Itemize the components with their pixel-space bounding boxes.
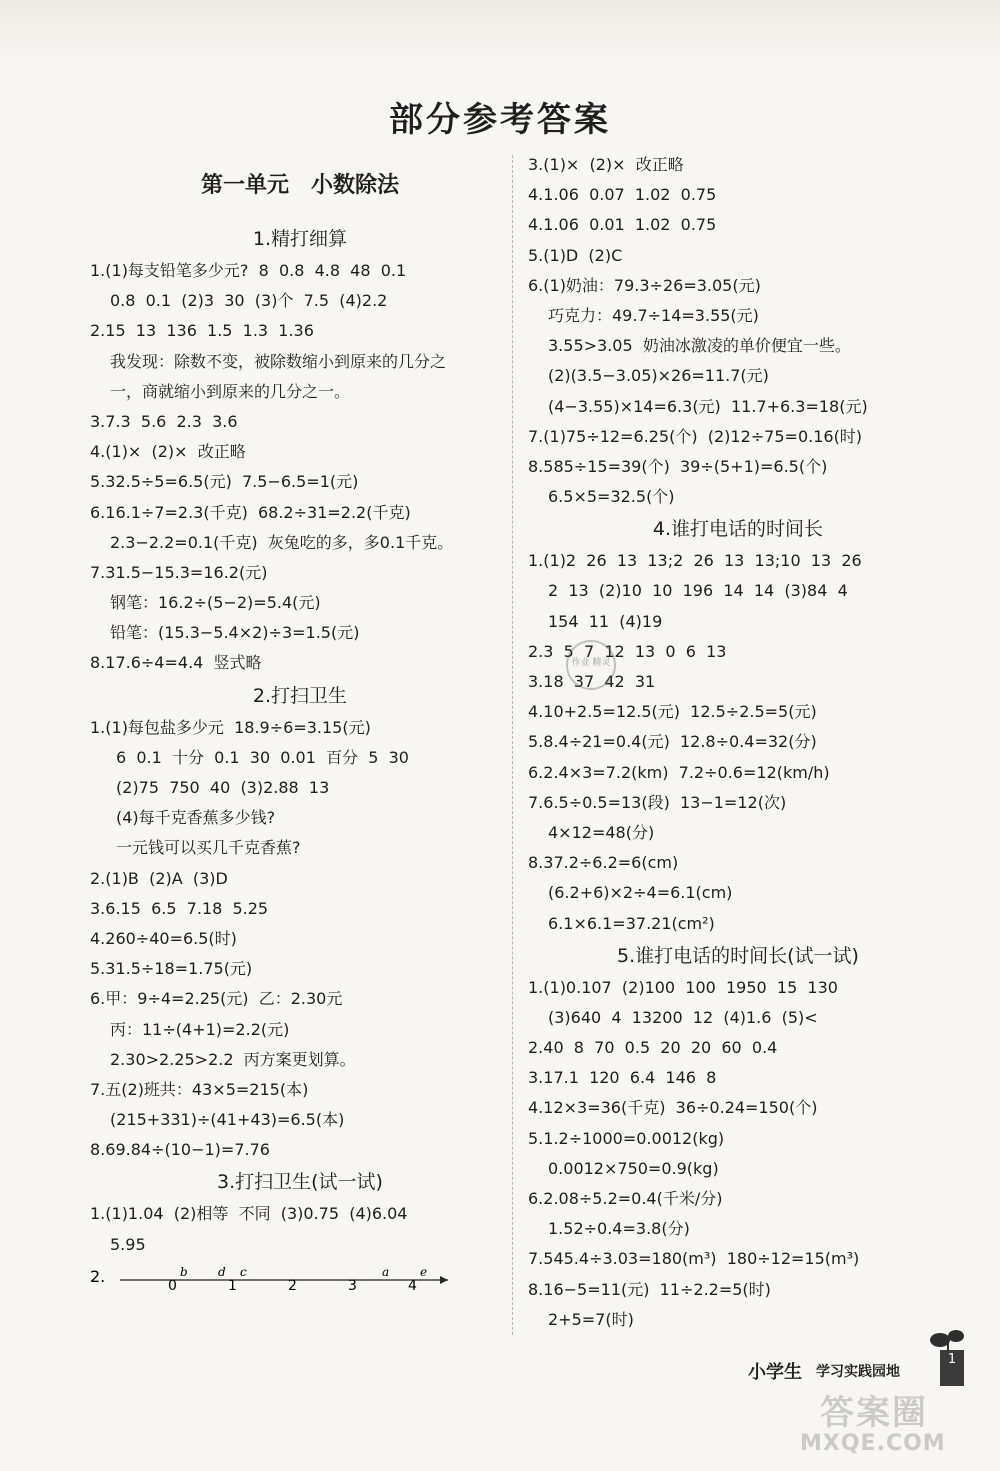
answer-line: 2.40 8 70 0.5 20 20 60 0.4 xyxy=(528,1038,778,1058)
answer-line: 4.10+2.5=12.5(元) 12.5÷2.5=5(元) xyxy=(528,702,817,722)
answer-line: 3.17.1 120 6.4 146 8 xyxy=(528,1068,717,1088)
page-number: 1 xyxy=(940,1350,964,1386)
answer-line: 一，商就缩小到原来的几分之一。 xyxy=(110,381,351,401)
left-sections xyxy=(90,222,510,1260)
answer-line: 6.甲：9÷4=2.25(元) 乙：2.30元 xyxy=(90,989,343,1009)
answer-line: 3.6.15 6.5 7.18 5.25 xyxy=(90,898,269,918)
answer-line: 6.2.4×3=7.2(km) 7.2÷0.6=12(km/h) xyxy=(528,762,830,782)
answer-line: 4.1.06 0.07 1.02 0.75 xyxy=(528,185,717,205)
watermark-line1: 答案圈 xyxy=(820,1393,928,1433)
answer-line: 5.1.2÷1000=0.0012(kg) xyxy=(528,1128,725,1148)
number-line-tick-label: 2 xyxy=(288,1277,297,1290)
answer-line: 0.8 0.1 (2)3 30 (3)个 7.5 (4)2.2 xyxy=(110,291,388,311)
answer-line: 5.(1)D (2)C xyxy=(528,245,623,265)
page-title: 部分参考答案 xyxy=(389,100,611,140)
answer-line: 3.(1)× (2)× 改正略 xyxy=(528,155,684,174)
answer-line: 5.95 xyxy=(110,1234,146,1254)
answer-line: 3.18 37 42 31 xyxy=(528,672,656,691)
answer-line: 0.0012×750=0.9(kg) xyxy=(548,1158,719,1178)
section-title: 1.精打细算 xyxy=(252,228,348,250)
footer-brand: 小学生 xyxy=(748,1362,802,1383)
answer-line: 钢笔：16.2÷(5−2)=5.4(元) xyxy=(110,593,321,613)
answer-line: 6.1×6.1=37.21(cm²) xyxy=(548,913,715,933)
number-line-point-label: d xyxy=(218,1264,226,1279)
answer-line: 7.(1)75÷12=6.25(个) (2)12÷75=0.16(时) xyxy=(528,426,863,446)
number-line-prefix: 2. xyxy=(90,1266,106,1286)
answer-line: 6 0.1 十分 0.1 30 0.01 百分 5 30 xyxy=(116,747,409,767)
answer-line: 8.17.6÷4=4.4 竖式略 xyxy=(90,653,262,673)
section-title: 3.打扫卫生(试一试) xyxy=(217,1171,383,1194)
number-line-tick-label: 3 xyxy=(348,1277,357,1290)
number-line-svg xyxy=(90,1260,450,1290)
arrow-right-icon xyxy=(440,1276,448,1284)
stamp-text: 作业 精灵 xyxy=(571,658,611,668)
answer-line: 2.3 5 7 12 13 0 6 13 xyxy=(528,641,727,661)
answer-line: 3.7.3 5.6 2.3 3.6 xyxy=(90,411,238,431)
answer-line: 1.(1)2 26 13 13;2 26 13 13;10 13 26 xyxy=(528,551,862,571)
answer-line: 4.260÷40=6.5(时) xyxy=(90,928,237,948)
answer-line: 2.3−2.2=0.1(千克) 灰兔吃的多，多0.1千克。 xyxy=(110,532,454,552)
answer-line: (215+331)÷(41+43)=6.5(本) xyxy=(110,1110,345,1130)
answer-line: 2+5=7(时) xyxy=(548,1309,634,1329)
number-line-point-label: c xyxy=(240,1264,247,1279)
number-line-tick-label: 0 xyxy=(168,1277,177,1290)
answer-line: 6.5×5=32.5(个) xyxy=(548,487,675,507)
answer-line: 1.(1)每支铅笔多少元? 8 0.8 4.8 48 0.1 xyxy=(90,261,407,280)
unit-title: 第一单元 小数除法 xyxy=(200,173,399,198)
answer-line: 7.6.5÷0.5=13(段) 13−1=12(次) xyxy=(528,792,787,812)
answer-line: 7.31.5−15.3=16.2(元) xyxy=(90,562,268,582)
number-line-point-label: e xyxy=(420,1264,428,1279)
answer-line: 2.(1)B (2)A (3)D xyxy=(90,868,228,888)
answer-line: 6.16.1÷7=2.3(千克) 68.2÷31=2.2(千克) xyxy=(90,502,411,522)
footer xyxy=(748,1348,958,1388)
answer-line: 一元钱可以买几千克香蕉? xyxy=(116,838,301,858)
number-line-point-label: b xyxy=(180,1264,188,1279)
answer-line: 5.32.5÷5=6.5(元) 7.5−6.5=1(元) xyxy=(90,472,359,492)
answer-line: 1.(1)1.04 (2)相等 不同 (3)0.75 (4)6.04 xyxy=(90,1204,408,1224)
page-top-strip xyxy=(0,0,1000,60)
answer-line: 1.52÷0.4=3.8(分) xyxy=(548,1219,690,1239)
left-column xyxy=(90,150,510,1290)
column-divider xyxy=(512,155,513,1335)
section-title: 4.谁打电话的时间长 xyxy=(652,518,824,541)
answer-line: 1.(1)0.107 (2)100 100 1950 15 130 xyxy=(528,977,838,997)
number-line-question xyxy=(90,1260,510,1290)
answer-line: (3)640 4 13200 12 (4)1.6 (5)< xyxy=(548,1007,818,1027)
footer-subtitle: 学习实践园地 xyxy=(816,1364,900,1380)
answer-line: 5.31.5÷18=1.75(元) xyxy=(90,959,253,979)
right-top-lines xyxy=(528,150,948,512)
number-line-tick-label: 1 xyxy=(228,1277,237,1290)
answer-line: 2.15 13 136 1.5 1.3 1.36 xyxy=(90,321,314,341)
answer-line: 8.585÷15=39(个) 39÷(5+1)=6.5(个) xyxy=(528,456,828,476)
stamp-seal xyxy=(566,640,616,690)
watermark-line2: MXQE.COM xyxy=(800,1431,946,1456)
answer-line: 7.545.4÷3.03=180(m³) 180÷12=15(m³) xyxy=(528,1249,860,1269)
answer-line: 7.五(2)班共：43×5=215(本) xyxy=(90,1079,309,1099)
section-title: 5.谁打电话的时间长(试一试) xyxy=(617,944,859,967)
answer-line: 8.16−5=11(元) 11÷2.2=5(时) xyxy=(528,1279,771,1299)
answer-line: 4.12×3=36(千克) 36÷0.24=150(个) xyxy=(528,1098,818,1118)
answer-line: 2.30>2.25>2.2 丙方案更划算。 xyxy=(110,1049,356,1069)
answer-line: 4.1.06 0.01 1.02 0.75 xyxy=(528,215,717,235)
answer-line: 丙：11÷(4+1)=2.2(元) xyxy=(110,1019,290,1039)
answer-line: 4.(1)× (2)× 改正略 xyxy=(90,442,246,462)
answer-line: 1.(1)每包盐多少元 18.9÷6=3.15(元) xyxy=(90,717,371,737)
answer-line: (2)75 750 40 (3)2.88 13 xyxy=(116,778,330,797)
answer-line: 8.37.2÷6.2=6(cm) xyxy=(528,853,679,873)
answer-line: 3.55>3.05 奶油冰激凌的单价便宜一些。 xyxy=(548,336,851,356)
right-sections xyxy=(528,512,948,1335)
answer-line: 6.(1)奶油：79.3÷26=3.05(元) xyxy=(528,275,761,295)
answer-line: 铅笔：(15.3−5.4×2)÷3=1.5(元) xyxy=(110,623,360,643)
answer-line: (4)每千克香蕉多少钱? xyxy=(116,808,276,828)
right-column xyxy=(528,150,948,1335)
answer-line: 6.2.08÷5.2=0.4(千米/分) xyxy=(528,1189,723,1208)
answer-line: 巧克力：49.7÷14=3.55(元) xyxy=(548,305,759,325)
answer-line: 我发现：除数不变，被除数缩小到原来的几分之 xyxy=(110,351,447,371)
answer-line: 4×12=48(分) xyxy=(548,822,655,842)
answer-line: (4−3.55)×14=6.3(元) 11.7+6.3=18(元) xyxy=(548,396,868,416)
answer-line: (2)(3.5−3.05)×26=11.7(元) xyxy=(548,366,769,386)
section-title: 2.打扫卫生 xyxy=(252,684,348,707)
answer-line: 154 11 (4)19 xyxy=(548,611,663,631)
watermark xyxy=(800,1385,990,1465)
number-line-tick-label: 4 xyxy=(408,1277,417,1290)
answer-line: (6.2+6)×2÷4=6.1(cm) xyxy=(548,883,733,903)
answer-line: 5.8.4÷21=0.4(元) 12.8÷0.4=32(分) xyxy=(528,732,817,752)
number-line-point-label: a xyxy=(382,1264,390,1279)
answer-line: 8.69.84÷(10−1)=7.76 xyxy=(90,1140,270,1160)
answer-line: 2 13 (2)10 10 196 14 14 (3)84 4 xyxy=(548,581,848,601)
